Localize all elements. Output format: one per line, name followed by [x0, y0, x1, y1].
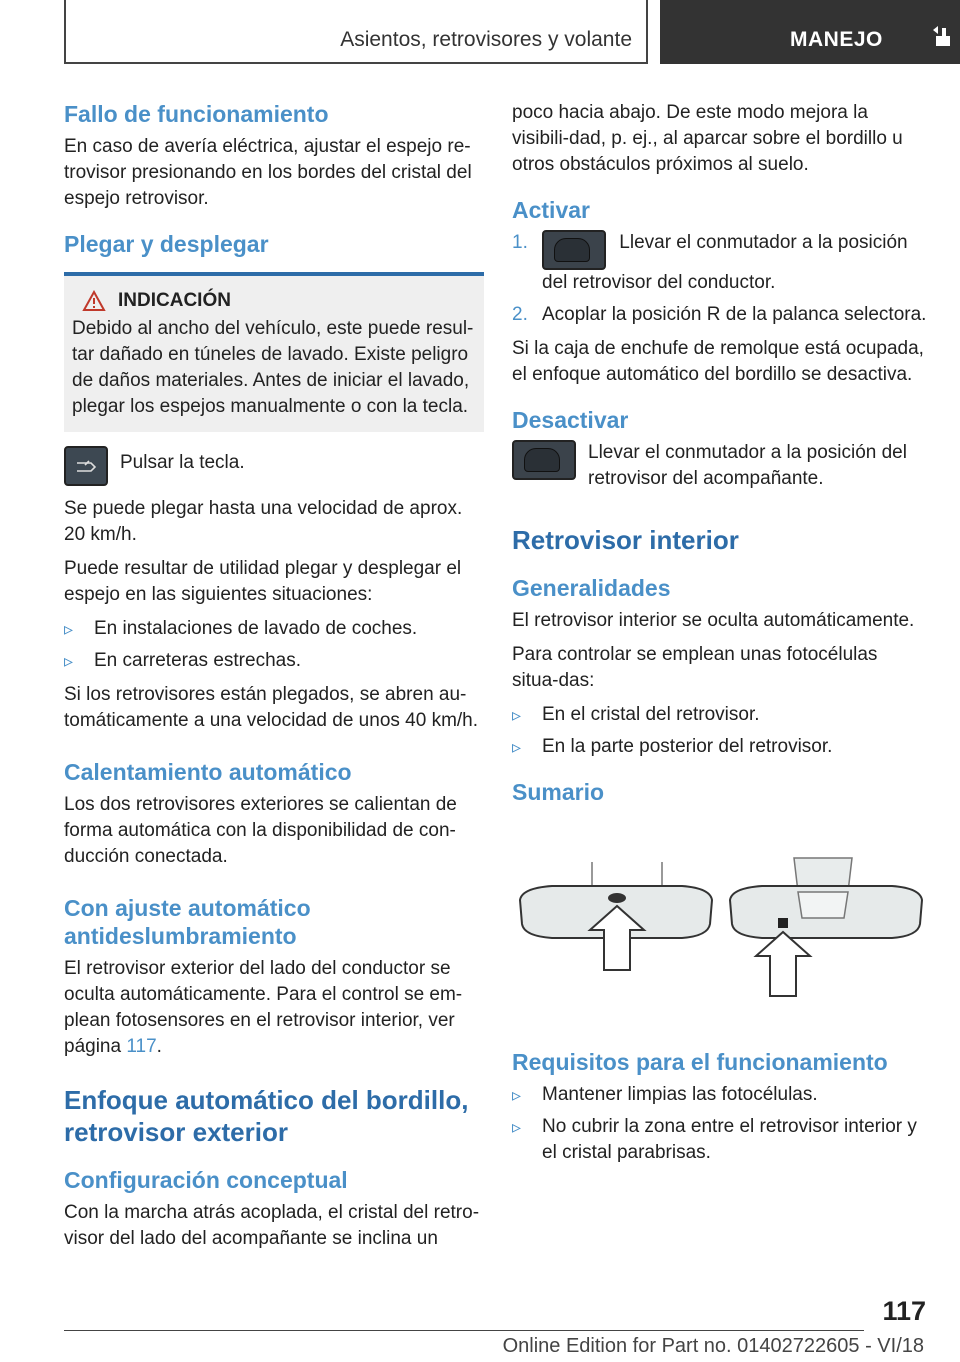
para-continuacion: poco hacia abajo. De este modo mejora la visibili-dad, p. ej., al aparcar sobre el bordillo u otros obstáculos próximos al suelo. — [512, 102, 903, 175]
utilidad-list — [64, 616, 484, 674]
heading-fallo: Fallo de funcionamiento — [64, 101, 329, 127]
desactivar-row — [512, 440, 928, 500]
heading-retrovisor-interior: Retrovisor interior — [512, 525, 739, 555]
heading-enfoque: Enfoque automático del bordillo, retrovisor exterior — [64, 1085, 469, 1147]
fold-button-row — [64, 446, 484, 486]
note-title — [72, 290, 476, 312]
section-title: Asientos, retrovisores y volante — [340, 28, 632, 51]
heading-plegar: Plegar y desplegar — [64, 231, 269, 257]
fold-mirror-icon — [64, 446, 108, 486]
heading-calentamiento: Calentamiento automático — [64, 759, 352, 785]
car-direction-icon — [932, 24, 954, 55]
para-abren: Si los retrovisores están plegados, se abren au-tomáticamente a una velocidad de unos 40 km/h. — [64, 684, 479, 731]
requisitos-list — [512, 1082, 928, 1166]
heading-generalidades: Generalidades — [512, 575, 671, 601]
heading-desactivar: Desactivar — [512, 407, 629, 433]
step-number: 2. — [512, 304, 528, 325]
para-antideslumbramiento — [64, 956, 484, 1060]
mirror-illustration — [512, 852, 928, 1002]
step-text: Llevar el conmutador a la posición del retrovisor del conductor. — [542, 232, 908, 293]
heading-antideslumbramiento: Con ajuste automático antideslumbramiento — [64, 895, 311, 949]
para-antides-end: . — [156, 1036, 162, 1057]
step-text: Acoplar la posición R de la palanca selectora. — [542, 304, 927, 325]
fold-button-text: Pulsar la tecla. — [120, 452, 245, 473]
page-number: 117 — [882, 1296, 926, 1326]
right-column — [512, 100, 928, 1174]
page-link-117[interactable]: 117 — [126, 1036, 157, 1057]
note-box — [64, 272, 484, 432]
heading-activar: Activar — [512, 197, 590, 223]
para-configuracion: Con la marcha atrás acoplada, el cristal del retro-visor del lado del acompañante se inclina un — [64, 1202, 480, 1249]
list-item: ▹ En el cristal del retrovisor. — [512, 702, 928, 728]
warning-triangle-icon — [82, 290, 106, 312]
note-text: Debido al ancho del vehículo, este puede resul-tar dañado en túneles de lavado. Existe peligro de daños materiales. Antes de iniciar el lavado, plegar los espejos manualmente o con la tecla. — [72, 318, 474, 417]
activar-steps — [512, 230, 928, 328]
mirror-switch-icon — [542, 230, 606, 270]
para-utilidad: Puede resultar de utilidad plegar y desplegar el espejo en las siguientes situaciones: — [64, 558, 462, 605]
heading-sumario: Sumario — [512, 779, 605, 805]
heading-requisitos: Requisitos para el funcionamiento — [512, 1049, 888, 1075]
left-column — [64, 100, 484, 1260]
para-calentamiento: Los dos retrovisores exteriores se calientan de forma automática con la disponibilidad de con-ducción conectada. — [64, 794, 457, 867]
generalidades-list — [512, 702, 928, 760]
para-antides-text: El retrovisor exterior del lado del conductor se oculta automáticamente. Para el control se em-plean fotosensores en el retrovisor interior, ver página — [64, 958, 463, 1057]
mirror-switch-icon — [512, 440, 576, 480]
list-item — [512, 230, 928, 296]
page-header — [0, 0, 960, 66]
section-box — [64, 0, 648, 64]
para-caja: Si la caja de enchufe de remolque está ocupada, el enfoque automático del bordillo se desactiva. — [512, 338, 924, 385]
list-item: ▹ En la parte posterior del retrovisor. — [512, 734, 928, 760]
chapter-tab[interactable] — [660, 0, 960, 64]
para-gen2: Para controlar se emplean unas fotocélulas situa-das: — [512, 644, 878, 691]
desactivar-text: Llevar el conmutador a la posición del retrovisor del acompañante. — [588, 442, 907, 489]
heading-configuracion: Configuración conceptual — [64, 1167, 348, 1193]
list-item: ▹ No cubrir la zona entre el retrovisor interior y el cristal parabrisas. — [512, 1114, 928, 1166]
para-fallo: En caso de avería eléctrica, ajustar el espejo re-trovisor presionando en los bordes del cristal del espejo retrovisor. — [64, 136, 472, 209]
para-velocidad: Se puede plegar hasta una velocidad de aprox. 20 km/h. — [64, 498, 463, 545]
footer-divider — [64, 1330, 864, 1331]
chapter-tab-label: MANEJO — [790, 28, 883, 51]
step-number: 1. — [512, 232, 528, 253]
note-title-text: INDICACIÓN — [118, 290, 231, 311]
list-item: ▹ Mantener limpias las fotocélulas. — [512, 1082, 928, 1108]
list-item: ▹ En instalaciones de lavado de coches. — [64, 616, 484, 642]
para-gen1: El retrovisor interior se oculta automáticamente. — [512, 610, 915, 631]
list-item: ▹ En carreteras estrechas. — [64, 648, 484, 674]
list-item — [512, 302, 928, 328]
footer-edition: Online Edition for Part no. 01402722605 - VI/18 — [502, 1335, 924, 1357]
